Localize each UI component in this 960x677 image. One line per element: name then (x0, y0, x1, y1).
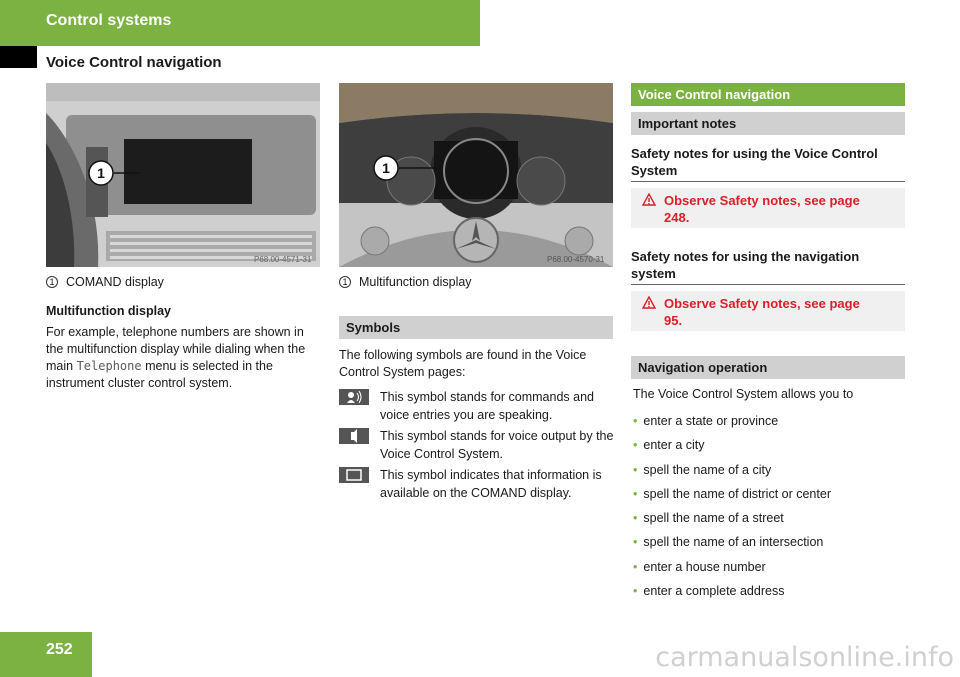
symbol-speaking-text: This symbol stands for commands and voice entries you are speaking. (380, 390, 594, 422)
paragraph-text-end: menu is selected in the instrument cluster control system. (46, 359, 273, 390)
symbol-row-voice-output (339, 427, 614, 463)
list-item: • spell the name of a street (633, 511, 784, 526)
symbols-section-bar: Symbols (339, 316, 613, 339)
safety-notes-voice-heading: Safety notes for using the Voice Control System (631, 145, 905, 182)
navigation-intro: The Voice Control System allows you to (633, 387, 854, 401)
voice-output-icon (339, 428, 369, 444)
telephone-menu-name: Telephone (76, 359, 142, 373)
caption-number-badge: 1 (339, 276, 351, 288)
warning-box-navigation (631, 291, 905, 331)
figure2-callout: 1 (382, 160, 390, 176)
bullet-icon: • (633, 462, 638, 477)
figure1-caption-text: COMAND display (66, 275, 164, 289)
symbols-intro: The following symbols are found in the Voice Control System pages: (339, 348, 587, 379)
warning-triangle-icon (642, 193, 656, 206)
warning-box-voice (631, 188, 905, 228)
list-item: • spell the name of a city (633, 462, 772, 477)
bullet-icon: • (633, 438, 638, 453)
multifunction-paragraph (46, 324, 322, 392)
warning-text-voice: Observe Safety notes, see page 248. (664, 193, 860, 225)
bullet-icon: • (633, 559, 638, 574)
symbol-row-display (339, 466, 614, 502)
symbol-display-text: This symbol indicates that information is available on the COMAND display. (380, 468, 602, 500)
figure1-code: P68.00-4571-31 (254, 255, 312, 264)
multifunction-display-photo (339, 83, 613, 267)
bullet-icon: • (633, 511, 638, 526)
bullet-icon: • (633, 584, 638, 599)
warning-triangle-icon (642, 296, 656, 309)
figure2-caption (339, 273, 472, 291)
list-item: • spell the name of district or center (633, 486, 831, 501)
warning-text-navigation: Observe Safety notes, see page 95. (664, 296, 860, 328)
speaking-icon (339, 389, 369, 405)
figure1-caption (46, 273, 164, 291)
list-item: • spell the name of an intersection (633, 535, 824, 550)
section-title: Voice Control navigation (46, 54, 222, 71)
voice-control-section-bar: Voice Control navigation (631, 83, 905, 106)
display-icon (339, 467, 369, 483)
page-number: 252 (46, 641, 73, 658)
list-item: • enter a state or province (633, 414, 779, 428)
list-item: • enter a house number (633, 559, 766, 574)
caption-number-badge: 1 (46, 276, 58, 288)
navigation-operation-bar: Navigation operation (631, 356, 905, 379)
symbol-voice-output-text: This symbol stands for voice output by the Voice Control System. (380, 429, 614, 461)
bullet-icon: • (633, 414, 638, 428)
comand-display-photo (46, 83, 320, 267)
navigation-capabilities-list (633, 409, 831, 603)
list-item: • enter a city (633, 438, 705, 453)
safety-notes-navigation-heading: Safety notes for using the navigation system (631, 248, 905, 285)
bullet-icon: • (633, 486, 638, 501)
figure1-callout: 1 (97, 165, 105, 181)
figure2-caption-text: Multifunction display (359, 275, 472, 289)
list-item: • enter a complete address (633, 584, 785, 599)
bullet-icon: • (633, 535, 638, 550)
chapter-title: Control systems (46, 12, 172, 29)
important-notes-bar: Important notes (631, 112, 905, 135)
figure2-code: P68.00-4570-31 (547, 255, 605, 264)
site-watermark: carmanualsonline.info (655, 642, 954, 673)
paragraph-text-start: For example, telephone numbers are shown in the multifunction display while dialing when the main (46, 325, 306, 373)
multifunction-heading: Multifunction display (46, 304, 171, 318)
symbol-row-speaking (339, 388, 614, 424)
section-tab-marker (0, 46, 37, 68)
